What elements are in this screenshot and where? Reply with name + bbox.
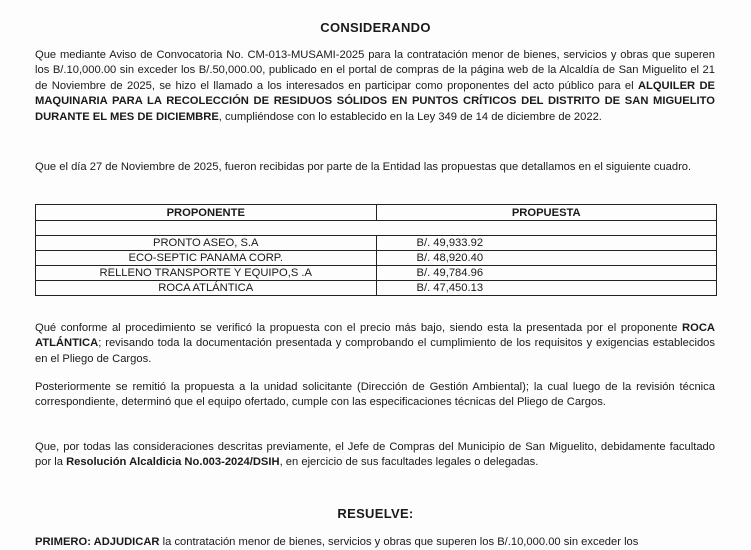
paragraph-convocatoria-bold: ALQUILER DE MAQUINARIA PARA LA RECOLECCIÓN DE RESIDUOS SÓLIDOS EN PUNTOS CRÍTICOS DEL DISTRITO DE SAN MIGUELITO DURANTE EL MES DE DICIEMBRE <box>35 79 715 123</box>
cell-propuesta: B/. 47,450.13 <box>376 281 717 296</box>
cell-proponente: RELLENO TRANSPORTE Y EQUIPO,S .A <box>36 266 377 281</box>
paragraph-consideraciones-text-b: , en ejercicio de sus facultades legales o delegadas. <box>279 456 539 469</box>
heading-considerando: CONSIDERANDO <box>320 20 431 35</box>
paragraph-convocatoria-text-b: , cumpliéndose con lo establecido en la Ley 349 de 14 de diciembre de 2022. <box>218 110 602 123</box>
paragraph-consideraciones-text-a: Que, por todas las consideraciones descritas previamente, el Jefe de Compras del Municipio de San Miguelito, debidamente facultado por la <box>35 441 715 469</box>
table-row <box>36 266 717 281</box>
paragraph-primero <box>35 535 715 550</box>
paragraph-primero-bold: PRIMERO: ADJUDICAR <box>35 536 160 548</box>
paragraph-verificacion-bold: ROCA ATLÁNTICA <box>35 322 715 350</box>
paragraph-verificacion-text-b: ; revisando toda la documentación presentada y comprobando el cumplimiento de los requisitos y exigencias establecidos en el Pliego de Cargos. <box>35 337 715 365</box>
header-propuesta: PROPUESTA <box>376 205 717 221</box>
paragraph-convocatoria <box>35 48 715 125</box>
paragraph-consideraciones-bold: Resolución Alcaldicia No.003-2024/DSIH <box>66 456 280 469</box>
paragraph-verificacion-text-a: Qué conforme al procedimiento se verificó la propuesta con el precio más bajo, siendo esta la presentada por el proponente <box>35 322 683 334</box>
table-row <box>36 281 717 296</box>
cell-propuesta: B/. 49,784.96 <box>376 266 717 281</box>
paragraph-propuestas-recibidas: Que el día 27 de Noviembre de 2025, fueron recibidas por parte de la Entidad las propuestas que detallamos en el siguiente cuadro. <box>35 161 692 173</box>
cell-propuesta: B/. 49,933.92 <box>376 236 717 251</box>
paragraph-convocatoria-text-a: Que mediante Aviso de Convocatoria No. CM-013-MUSAMI-2025 para la contratación menor de bienes, servicios y obras que superen los B/.10,000.00 sin exceder los B/.50,000.00, publicado en el portal de compras de la página web de la Alcaldía de San Miguelito el 21 de Noviembre de 2025, se hizo el llamado a los interesados en participar como proponentes del acto público para el <box>35 49 715 92</box>
paragraph-verificacion <box>35 321 715 367</box>
bids-table <box>35 204 717 296</box>
table-header-row <box>36 205 717 221</box>
cell-propuesta: B/. 48,920.40 <box>376 251 717 266</box>
header-proponente: PROPONENTE <box>36 205 377 221</box>
heading-resuelve: RESUELVE: <box>337 506 414 521</box>
paragraph-revision-tecnica: Posteriormente se remitió la propuesta a la unidad solicitante (Dirección de Gestión Ambiental); la cual luego de la revisión técnica correspondiente, determinó que el equipo ofertado, cumple con las especificaciones técnicas del Pliego de Cargos. <box>35 381 715 409</box>
paragraph-consideraciones <box>35 440 715 471</box>
cell-proponente: ECO-SEPTIC PANAMA CORP. <box>36 251 377 266</box>
cell-proponente: ROCA ATLÁNTICA <box>36 281 377 296</box>
table-row <box>36 251 717 266</box>
table-row <box>36 236 717 251</box>
cell-proponente: PRONTO ASEO, S.A <box>36 236 377 251</box>
paragraph-primero-text: la contratación menor de bienes, servicios y obras que superen los B/.10,000.00 sin exceder los <box>159 536 639 548</box>
